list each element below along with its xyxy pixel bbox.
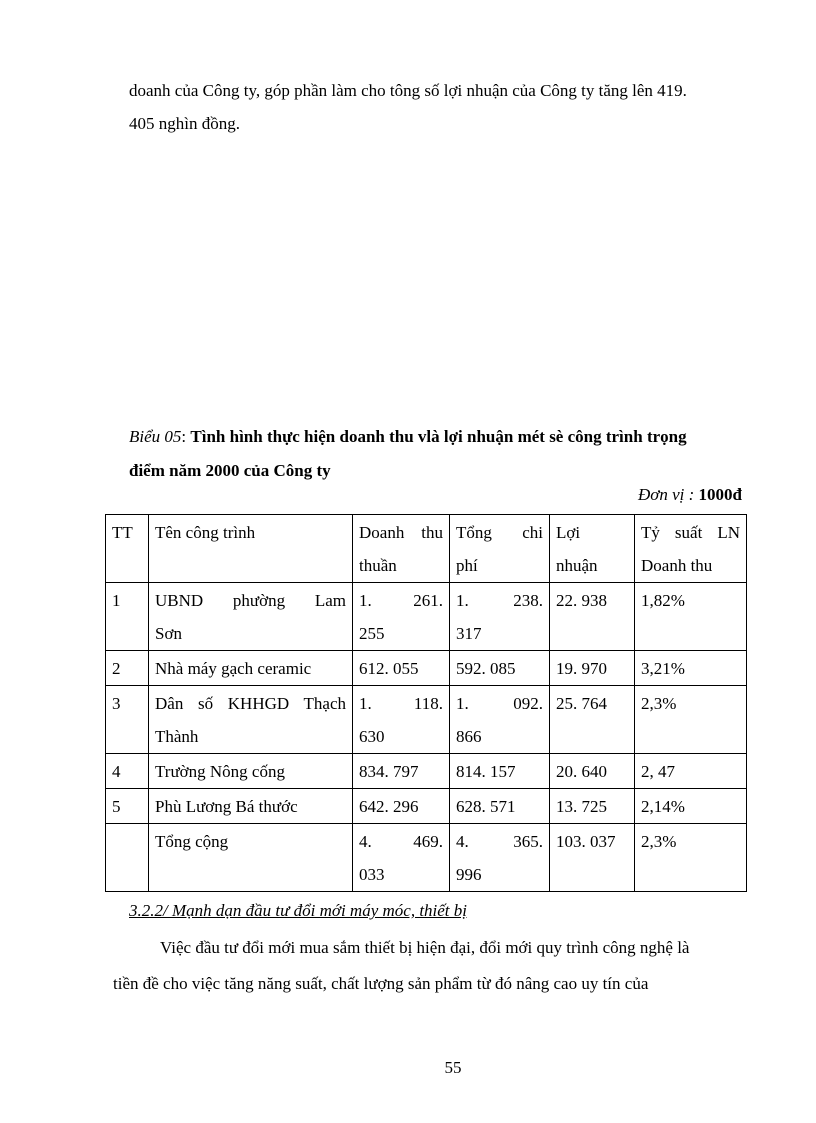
cell-tt	[106, 824, 149, 892]
cell-line: 628. 571	[456, 797, 516, 816]
cell-cost	[450, 789, 550, 824]
cell-revenue	[353, 583, 450, 651]
cell-revenue	[353, 686, 450, 754]
header-cell-line: Tổng chi	[456, 523, 543, 542]
cell-line: Sơn	[155, 624, 182, 643]
cell-line: 1. 092.	[456, 694, 543, 713]
page-number: 55	[444, 1058, 462, 1077]
header-cell-line: Tỷ suất LN	[641, 523, 740, 542]
cell-line: 814. 157	[456, 762, 516, 781]
table-header	[106, 515, 747, 583]
cell-line: 1. 261.	[359, 591, 443, 610]
unit-label: Đơn vị :	[638, 485, 695, 504]
header-cell	[149, 515, 353, 583]
table-row	[106, 789, 747, 824]
cell-name	[149, 583, 353, 651]
unit-value: 1000đ	[698, 485, 742, 504]
cell-profit: 103. 037	[550, 824, 635, 892]
cell-line: Phù Lương Bá thước	[155, 797, 298, 816]
cell-line: 1. 118.	[359, 694, 443, 713]
cell-profit: 20. 640	[550, 754, 635, 789]
cell-line: 317	[456, 624, 482, 643]
cell-ratio: 2,3%	[635, 824, 747, 892]
cell-name	[149, 651, 353, 686]
cell-line: 630	[359, 727, 385, 746]
cell-ratio: 3,21%	[635, 651, 747, 686]
header-cell-line: Lợi	[556, 523, 581, 542]
cell-line: Trường Nông cống	[155, 762, 285, 781]
table-body	[106, 583, 747, 892]
cell-line: UBND phường Lam	[155, 591, 346, 610]
cell-ratio: 2, 47	[635, 754, 747, 789]
cell-line: 4. 469.	[359, 832, 443, 851]
unit-note	[638, 485, 742, 505]
body-line-1: Việc đầu tư đổi mới mua sắm thiết bị hiện đại, đổi mới quy trình công nghệ là	[160, 938, 690, 957]
cell-name	[149, 686, 353, 754]
cell-line: Tổng cộng	[155, 832, 229, 851]
header-cell-line: phí	[456, 556, 478, 575]
header-cell-line: TT	[112, 523, 133, 542]
table-row	[106, 651, 747, 686]
table-row	[106, 754, 747, 789]
cell-cost	[450, 824, 550, 892]
table-row	[106, 686, 747, 754]
header-row	[106, 515, 747, 583]
table-caption: Biểu 05: Tình hình thực hiện doanh thu vlà lợi nhuận mét sè công trình trọng điểm năm 2000 của Công ty	[129, 420, 769, 488]
cell-tt: 1	[106, 583, 149, 651]
header-cell	[550, 515, 635, 583]
cell-line: 642. 296	[359, 797, 419, 816]
cell-line: 255	[359, 624, 385, 643]
table-row	[106, 583, 747, 651]
header-cell	[450, 515, 550, 583]
header-cell	[106, 515, 149, 583]
cell-tt: 2	[106, 651, 149, 686]
intro-line-1: doanh của Công ty, góp phần làm cho tông số lợi nhuận của Công ty tăng lên 419.	[129, 81, 687, 100]
header-cell-line: nhuận	[556, 556, 598, 575]
header-cell	[353, 515, 450, 583]
header-cell-line: Doanh thu	[641, 556, 713, 575]
cell-tt: 3	[106, 686, 149, 754]
cell-ratio: 2,3%	[635, 686, 747, 754]
cell-tt: 4	[106, 754, 149, 789]
cell-line: 612. 055	[359, 659, 419, 678]
cell-line: Thành	[155, 727, 199, 746]
cell-line: 834. 797	[359, 762, 419, 781]
section-heading: 3.2.2/ Mạnh dạn đầu tư đổi mới máy móc, thiết bị	[129, 901, 468, 920]
cell-profit: 19. 970	[550, 651, 635, 686]
cell-line: 866	[456, 727, 482, 746]
cell-ratio: 1,82%	[635, 583, 747, 651]
cell-tt: 5	[106, 789, 149, 824]
cell-cost	[450, 583, 550, 651]
cell-revenue	[353, 824, 450, 892]
header-cell-line: Tên công trình	[155, 523, 256, 542]
cell-profit: 13. 725	[550, 789, 635, 824]
header-cell-line: Doanh thu	[359, 523, 443, 542]
cell-name	[149, 754, 353, 789]
cell-line: 4. 365.	[456, 832, 543, 851]
cell-revenue	[353, 651, 450, 686]
cell-ratio: 2,14%	[635, 789, 747, 824]
cell-cost	[450, 686, 550, 754]
intro-paragraph	[129, 74, 779, 140]
cell-revenue	[353, 754, 450, 789]
cell-line: 996	[456, 865, 482, 884]
cell-name	[149, 824, 353, 892]
intro-line-2: 405 nghìn đồng.	[129, 114, 240, 133]
caption-label: Biểu 05	[129, 427, 182, 446]
header-cell-line: thuần	[359, 556, 397, 575]
cell-line: 033	[359, 865, 385, 884]
caption-title-part1: Tình hình thực hiện doanh thu vlà lợi nhuận mét sè công trình trọng	[190, 427, 687, 446]
body-line-2: tiền đề cho việc tăng năng suất, chất lượng sản phẩm từ đó nâng cao uy tín của	[113, 974, 649, 993]
cell-line: Nhà máy gạch ceramic	[155, 659, 312, 678]
cell-line: 592. 085	[456, 659, 516, 678]
caption-title-part2: điểm năm 2000 của Công ty	[129, 461, 331, 480]
cell-cost	[450, 754, 550, 789]
cell-line: Dân số KHHGD Thạch	[155, 694, 346, 713]
table-row	[106, 824, 747, 892]
project-results-table	[105, 514, 747, 892]
cell-name	[149, 789, 353, 824]
header-cell	[635, 515, 747, 583]
cell-line: 1. 238.	[456, 591, 543, 610]
cell-revenue	[353, 789, 450, 824]
cell-profit: 22. 938	[550, 583, 635, 651]
cell-profit: 25. 764	[550, 686, 635, 754]
cell-cost	[450, 651, 550, 686]
body-paragraph	[113, 930, 773, 1002]
